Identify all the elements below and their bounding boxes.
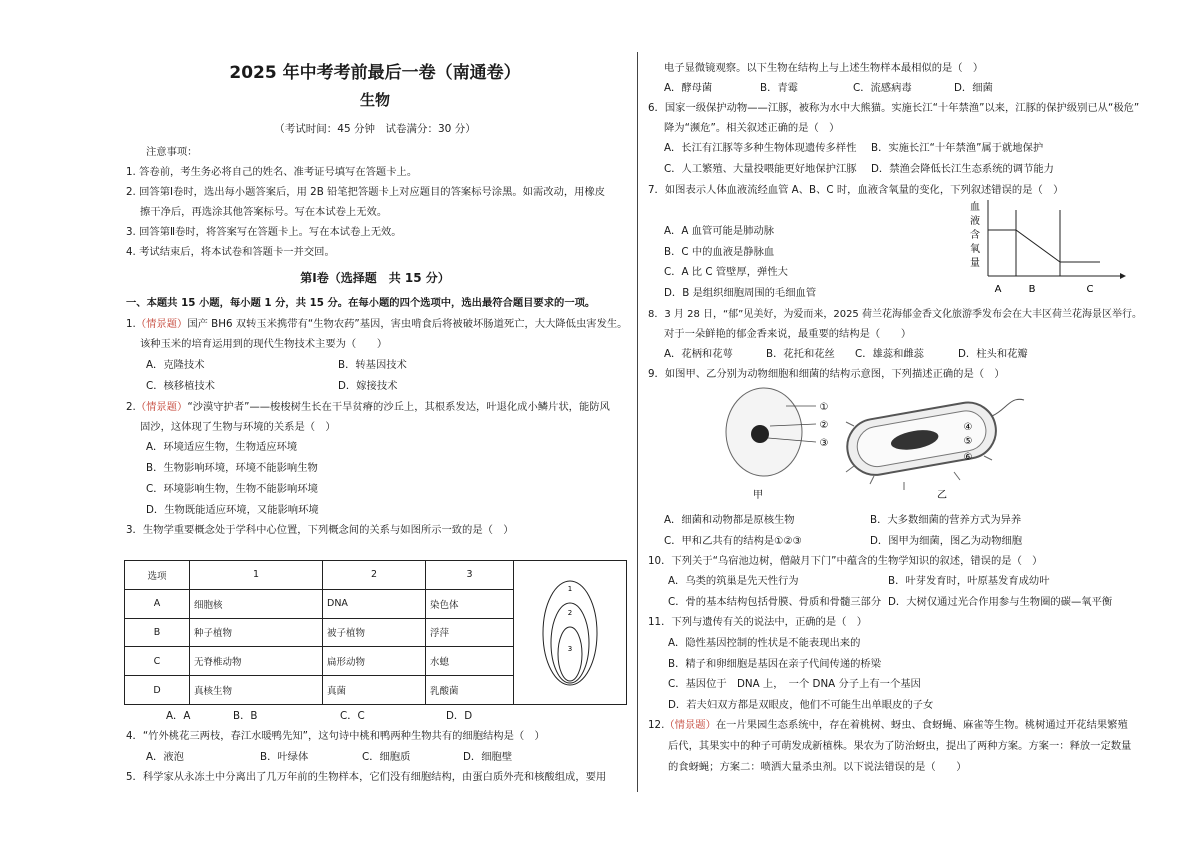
option-c: C．基因位于 DNA 上， 一个 DNA 分子上有一个基因 (668, 678, 921, 690)
option-c: C．A 比 C 管壁厚，弹性大 (664, 266, 788, 278)
cell-diagram (724, 386, 1064, 502)
graph-ylabel-char: 氧 (970, 244, 980, 255)
option-a: A．克隆技术 (146, 359, 205, 371)
graph-ylabel-char: 血 (970, 202, 980, 213)
option-c: C．细胞质 (362, 751, 411, 763)
question-text: 国产 BH6 双转玉米携带有“生物农药”基因，害虫啃食后将被破坏肠道死亡，大大降低虫害发生。 (187, 318, 628, 330)
option-b: B．叶绿体 (260, 751, 309, 763)
option-c: C．甲和乙共有的结构是①②③ (664, 535, 802, 547)
table-cell: 真核生物 (190, 676, 323, 705)
ellipse-label-1: 1 (567, 585, 573, 593)
question-number: 1. (126, 318, 136, 330)
table-cell: 乳酸菌 (426, 676, 514, 705)
section-title: 第Ⅰ卷（选择题 共 15 分） (300, 271, 450, 285)
graph-ylabel-char: 液 (970, 216, 980, 227)
table-header-cell: 选项 (125, 561, 190, 590)
option-d: D．D (446, 710, 473, 722)
question-12-line2: 后代，其果实中的种子可萌发成新植株。果农为了防治蚜虫，提出了两种方案。方案一：释放一定数量 (668, 740, 1132, 752)
caption-yi: 乙 (937, 490, 947, 501)
table-cell: 浮萍 (426, 618, 514, 647)
option-b: B．转基因技术 (338, 359, 407, 371)
question-6-line2: 降为“濒危”。相关叙述正确的是（ ） (664, 122, 840, 134)
question-1-line2: 该种玉米的培育运用到的现代生物技术主要为（ ） (140, 338, 388, 350)
table-cell: 无脊椎动物 (190, 647, 323, 676)
option-b: B．精子和卵细胞是基因在亲子代间传递的桥梁 (668, 658, 882, 670)
option-a: A．乌类的筑巢是先天性行为 (668, 575, 799, 587)
option-a: A．隐性基因控制的性状是不能表现出来的 (668, 637, 861, 649)
question-12-line1 (648, 719, 1128, 732)
table-cell: 种子植物 (190, 618, 323, 647)
option-d: D．禁渔会降低长江生态系统的调节能力 (871, 163, 1054, 175)
option-b: B．青霉 (760, 82, 798, 94)
table-cell: A (125, 589, 190, 618)
notice-item: 擦干净后，再选涂其他答案标号。写在本试卷上无效。 (140, 206, 388, 218)
bacterium-flagellum (992, 399, 1024, 416)
ellipse-label-2: 2 (567, 609, 573, 617)
option-d: D．生物既能适应环境，又能影响环境 (146, 504, 319, 516)
question-3-stem: 3．生物学重要概念处于学科中心位置，下列概念间的关系与如图所示一致的是（ ） (126, 524, 514, 536)
graph-xlabel: A (994, 284, 1002, 295)
option-d: D．细胞壁 (463, 751, 513, 763)
concept-table (124, 560, 627, 705)
oxygen-content-graph (964, 198, 1132, 298)
option-d: D．细菌 (954, 82, 993, 94)
table-header-cell: 3 (426, 561, 514, 590)
option-a: A．A (166, 710, 191, 722)
option-b: B．花托和花丝 (766, 348, 835, 360)
table-cell: 水螅 (426, 647, 514, 676)
graph-xlabel: B (1028, 284, 1036, 295)
subject-title: 生物 (359, 91, 390, 109)
question-6-line1: 6．国家一级保护动物——江豚，被称为水中大熊猫。实施长江“十年禁渔”以来，江豚的保护级别已从“极危” (648, 102, 1140, 114)
question-8-line2: 对于一朵鲜艳的郁金香来说，最重要的结构是（ ） (664, 328, 912, 340)
question-1-line1 (126, 318, 627, 331)
option-b: B．C 中的血液是静脉血 (664, 246, 775, 258)
option-d: D．图甲为细菌，图乙为动物细胞 (870, 535, 1023, 547)
column-divider (637, 52, 638, 792)
option-a: A．花柄和花萼 (664, 348, 733, 360)
table-cell: 被子植物 (323, 618, 426, 647)
table-cell: 染色体 (426, 589, 514, 618)
option-c: C．骨的基本结构包括骨膜、骨质和骨髓三部分 (668, 596, 882, 608)
table-header-cell: 2 (323, 561, 426, 590)
marker-3: ③ (819, 438, 829, 449)
question-8-line1: 8．3 月 28 日，“郁”见美好，为爱而来，2025 荷兰花海郁金香文化旅游季发布会在大丰区荷兰花海景区举行。 (648, 309, 1142, 320)
option-a: A．细菌和动物都是原核生物 (664, 514, 795, 526)
scenario-tag: （情景题） (135, 318, 188, 330)
option-b: B．生物影响环境，环境不能影响生物 (146, 462, 318, 474)
notice-item: 4. 考试结束后，将本试卷和答题卡一并交回。 (126, 246, 335, 258)
option-a: A．环境适应生物，生物适应环境 (146, 441, 298, 453)
question-2-line1 (126, 401, 610, 414)
option-d: D．若夫妇双方都是双眼皮，他们不可能生出单眼皮的子女 (668, 699, 934, 711)
marker-4: ④ (963, 422, 973, 433)
animal-cell-nucleus (751, 425, 769, 443)
option-a: A．液泡 (146, 751, 184, 763)
option-a: A．A 血管可能是肺动脉 (664, 225, 775, 237)
question-number: 12. (648, 719, 665, 731)
question-2-line2: 固沙，这体现了生物与环境的关系是（ ） (140, 421, 336, 433)
exam-title: 2025 年中考考前最后一卷（南通卷） (229, 63, 521, 83)
exam-info: （考试时间：45 分钟 试卷满分：30 分） (274, 123, 476, 135)
option-b: B．B (233, 710, 258, 722)
option-c: C．环境影响生物，生物不能影响环境 (146, 483, 318, 495)
marker-6: ⑥ (963, 452, 973, 463)
ellipse-label-3: 3 (567, 645, 573, 653)
option-a: A．酵母菌 (664, 82, 713, 94)
option-b: B．大多数细菌的营养方式为异养 (870, 514, 1022, 526)
caption-jia: 甲 (753, 490, 763, 501)
option-c: C．C (340, 710, 365, 722)
ellipse-inner (558, 627, 582, 681)
option-c: C．核移植技术 (146, 380, 215, 392)
question-7-stem: 7．如图表示人体血液流经血管 A、B、C 时，血液含氧量的变化，下列叙述错误的是（ ） (648, 184, 1064, 196)
option-c: C．雄蕊和雌蕊 (855, 348, 924, 360)
notice-item: 1. 答卷前，考生务必将自己的姓名、准考证号填写在答题卡上。 (126, 166, 418, 178)
notice-item: 3. 回答第Ⅱ卷时，将答案写在答题卡上。写在本试卷上无效。 (126, 226, 402, 238)
marker-1: ① (819, 402, 829, 413)
question-10-stem: 10．下列关于“乌宿池边树，僧敲月下门”中蕴含的生物学知识的叙述，错误的是（ ） (648, 555, 1043, 567)
question-4-stem: 4．“竹外桃花三两枝，春江水暖鸭先知”，这句诗中桃和鸭两种生物共有的细胞结构是（ ） (126, 730, 545, 742)
section-instruction: 一、本题共 15 小题，每小题 1 分，共 15 分。在每小题的四个选项中，选出最符合题目要求的一项。 (126, 297, 596, 309)
graph-ylabel-char: 含 (970, 230, 980, 241)
marker-5: ⑤ (963, 436, 973, 447)
option-d: D．柱头和花瓣 (958, 348, 1028, 360)
table-cell: DNA (323, 589, 426, 618)
nested-ellipse-diagram (514, 561, 627, 705)
option-d: D．B 是组织细胞周围的毛细血管 (664, 287, 817, 299)
option-d: D．大树仅通过光合作用参与生物圈的碳—氧平衡 (888, 596, 1113, 608)
option-b: B．实施长江“十年禁渔”属于就地保护 (871, 142, 1044, 154)
notice-heading: 注意事项： (146, 146, 198, 158)
question-11-stem: 11．下列与遗传有关的说法中，正确的是（ ） (648, 616, 868, 628)
option-a: A．长江有江豚等多种生物体现遗传多样性 (664, 142, 857, 154)
option-c: C．流感病毒 (853, 82, 912, 94)
question-5-line2: 电子显微镜观察。以下生物在结构上与上述生物样本最相似的是（ ） (664, 62, 984, 74)
marker-2: ② (819, 420, 829, 431)
option-c: C．人工繁殖、大量投喂能更好地保护江豚 (664, 163, 857, 175)
graph-xlabel: C (1086, 284, 1094, 295)
table-cell: 细胞核 (190, 589, 323, 618)
table-cell: B (125, 618, 190, 647)
graph-x-arrow (1120, 273, 1126, 279)
question-text: 在一片果园生态系统中，存在着桃树、蚜虫、食蚜蝇、麻雀等生物。桃树通过开花结果繁殖 (715, 719, 1128, 731)
question-5-line1: 5．科学家从永冻土中分离出了几万年前的生物样本，它们没有细胞结构，由蛋白质外壳和核酸组成，要用 (126, 771, 607, 783)
table-cell: 扁形动物 (323, 647, 426, 676)
question-12-line3: 的食蚜蝇；方案二：喷洒大量杀虫剂。以下说法错误的是（ ） (668, 761, 967, 773)
scenario-tag: （情景题） (135, 401, 188, 413)
table-header-cell: 1 (190, 561, 323, 590)
nested-ellipse-svg (518, 561, 622, 701)
question-9-stem: 9．如图甲、乙分别为动物细胞和细菌的结构示意图，下列描述正确的是（ ） (648, 368, 1005, 380)
bacterium (843, 398, 1000, 479)
option-d: D．嫁接技术 (338, 380, 398, 392)
graph-oxygen-line (988, 230, 1100, 262)
question-number: 2. (126, 401, 136, 413)
table-cell: 真菌 (323, 676, 426, 705)
table-cell: D (125, 676, 190, 705)
scenario-tag: （情景题） (664, 719, 716, 731)
graph-ylabel-char: 量 (970, 258, 980, 269)
question-text: “沙漠守护者”——梭梭树生长在干旱贫瘠的沙丘上，其根系发达，叶退化成小鳞片状，能防风 (187, 401, 610, 413)
notice-item: 2. 回答第Ⅰ卷时，选出每小题答案后，用 2B 铅笔把答题卡上对应题目的答案标号涂黑。如需改动，用橡皮 (126, 186, 606, 198)
table-header-row (125, 561, 627, 590)
table-cell: C (125, 647, 190, 676)
option-b: B．叶芽发育时，叶原基发育成幼叶 (888, 575, 1050, 587)
